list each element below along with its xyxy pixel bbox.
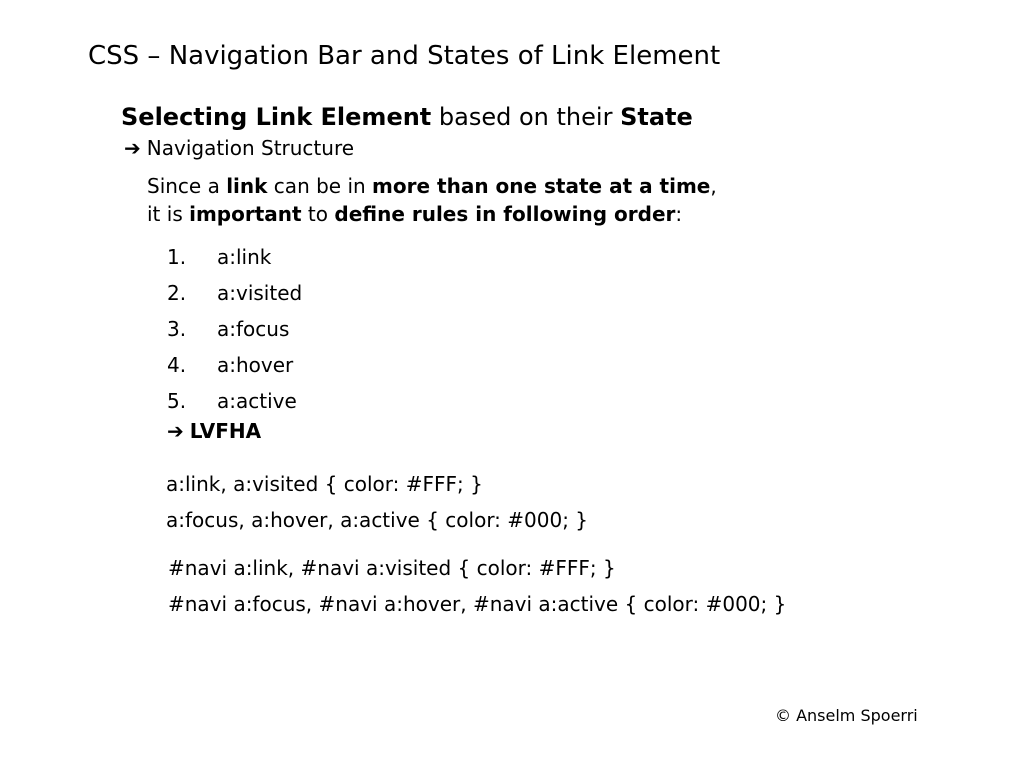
right-arrow-icon: ➔ (124, 136, 141, 160)
heading-plain-text: based on their (431, 103, 621, 131)
list-label: a:visited (217, 281, 303, 305)
subheading-text: Navigation Structure (146, 136, 355, 160)
intro-bold: important (189, 202, 302, 226)
heading-bold-link-element: Selecting Link Element (121, 103, 432, 131)
list-item (167, 347, 302, 383)
list-number: 4. (167, 353, 187, 377)
right-arrow-icon: ➔ (167, 419, 184, 443)
list-number: 1. (167, 245, 187, 269)
list-number: 3. (167, 317, 187, 341)
list-label: a:hover (217, 353, 294, 377)
intro-bold: more than one state at a time (372, 174, 711, 198)
css-rule-line: a:focus, a:hover, a:active { color: #000; } (166, 508, 589, 532)
section-heading (121, 102, 693, 132)
link-states-list (167, 239, 302, 419)
list-number: 2. (167, 281, 187, 305)
intro-line-2 (147, 200, 717, 228)
navi-css-rules-block (168, 550, 786, 622)
list-item (167, 275, 302, 311)
mnemonic-text: LVFHA (189, 419, 262, 443)
intro-line-1 (147, 172, 717, 200)
intro-paragraph (147, 172, 717, 228)
list-label: a:active (217, 389, 297, 413)
intro-text: to (301, 202, 335, 226)
heading-bold-state: State (620, 103, 693, 131)
intro-text: : (675, 202, 683, 226)
list-item (167, 239, 302, 275)
list-number: 5. (167, 389, 187, 413)
intro-text: it is (147, 202, 190, 226)
subheading (124, 135, 354, 161)
css-rule-line: a:link, a:visited { color: #FFF; } (166, 472, 483, 496)
intro-bold: define rules in following order (334, 202, 676, 226)
intro-text: Since a (147, 174, 227, 198)
css-rule-line: #navi a:link, #navi a:visited { color: #FFF; } (168, 556, 616, 580)
list-label: a:link (217, 245, 272, 269)
intro-bold: link (226, 174, 268, 198)
list-label: a:focus (217, 317, 290, 341)
css-rule-line: #navi a:focus, #navi a:hover, #navi a:active { color: #000; } (168, 592, 787, 616)
mnemonic (167, 418, 261, 444)
copyright-footer: © Anselm Spoerri (775, 706, 918, 725)
slide-title: CSS – Navigation Bar and States of Link Element (88, 41, 721, 71)
intro-text: can be in (267, 174, 373, 198)
list-item (167, 383, 302, 419)
intro-text: , (710, 174, 717, 198)
css-rules-block (166, 466, 588, 538)
list-item (167, 311, 302, 347)
